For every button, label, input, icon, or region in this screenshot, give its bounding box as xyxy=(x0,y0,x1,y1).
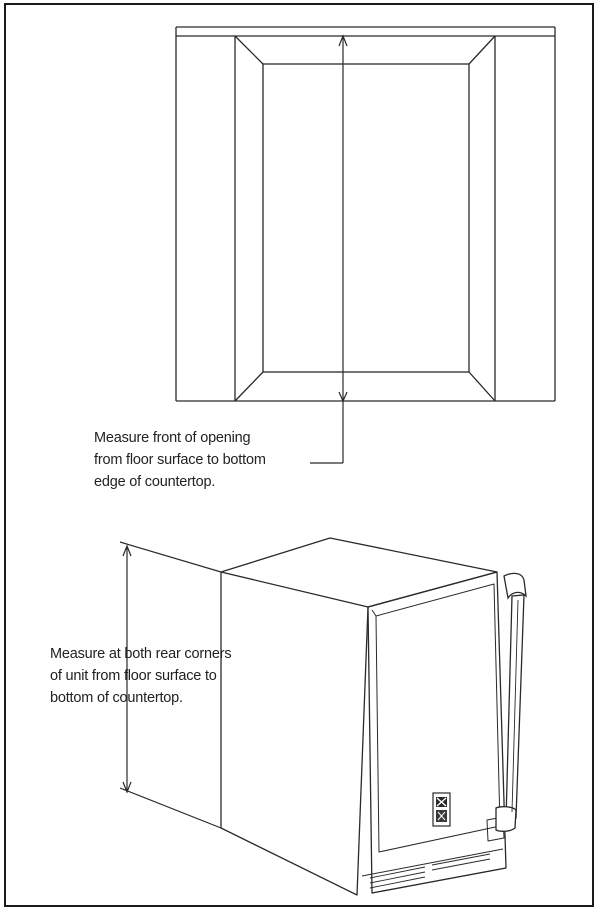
caption-line: of unit from floor surface to xyxy=(50,668,217,684)
unit-drawing xyxy=(221,538,506,895)
opening-back-wall xyxy=(263,64,469,372)
perspective-bottom-right xyxy=(469,372,495,401)
opening-measurement-arrow xyxy=(310,36,347,463)
unit-top-surface xyxy=(221,538,497,607)
cabinet-opening-drawing xyxy=(176,27,555,401)
perspective-bottom-left xyxy=(235,372,263,401)
caption-line: edge of countertop. xyxy=(94,474,216,490)
bottom-extension-line xyxy=(120,788,221,828)
unit-front-panel xyxy=(368,572,506,893)
perspective-top-left xyxy=(235,36,263,64)
x-logo-badge-icon xyxy=(433,793,450,826)
caption-line: from floor surface to bottom xyxy=(94,452,266,468)
caption-line: bottom of countertop. xyxy=(50,690,183,706)
caption-line: Measure at both rear corners xyxy=(50,646,232,662)
top-extension-line xyxy=(120,542,221,572)
caption-line: Measure front of opening xyxy=(94,430,251,446)
unit-side-panel xyxy=(221,572,368,895)
perspective-top-right xyxy=(469,36,495,64)
opening-measurement-caption xyxy=(94,427,266,493)
unit-measurement-caption xyxy=(50,643,231,709)
